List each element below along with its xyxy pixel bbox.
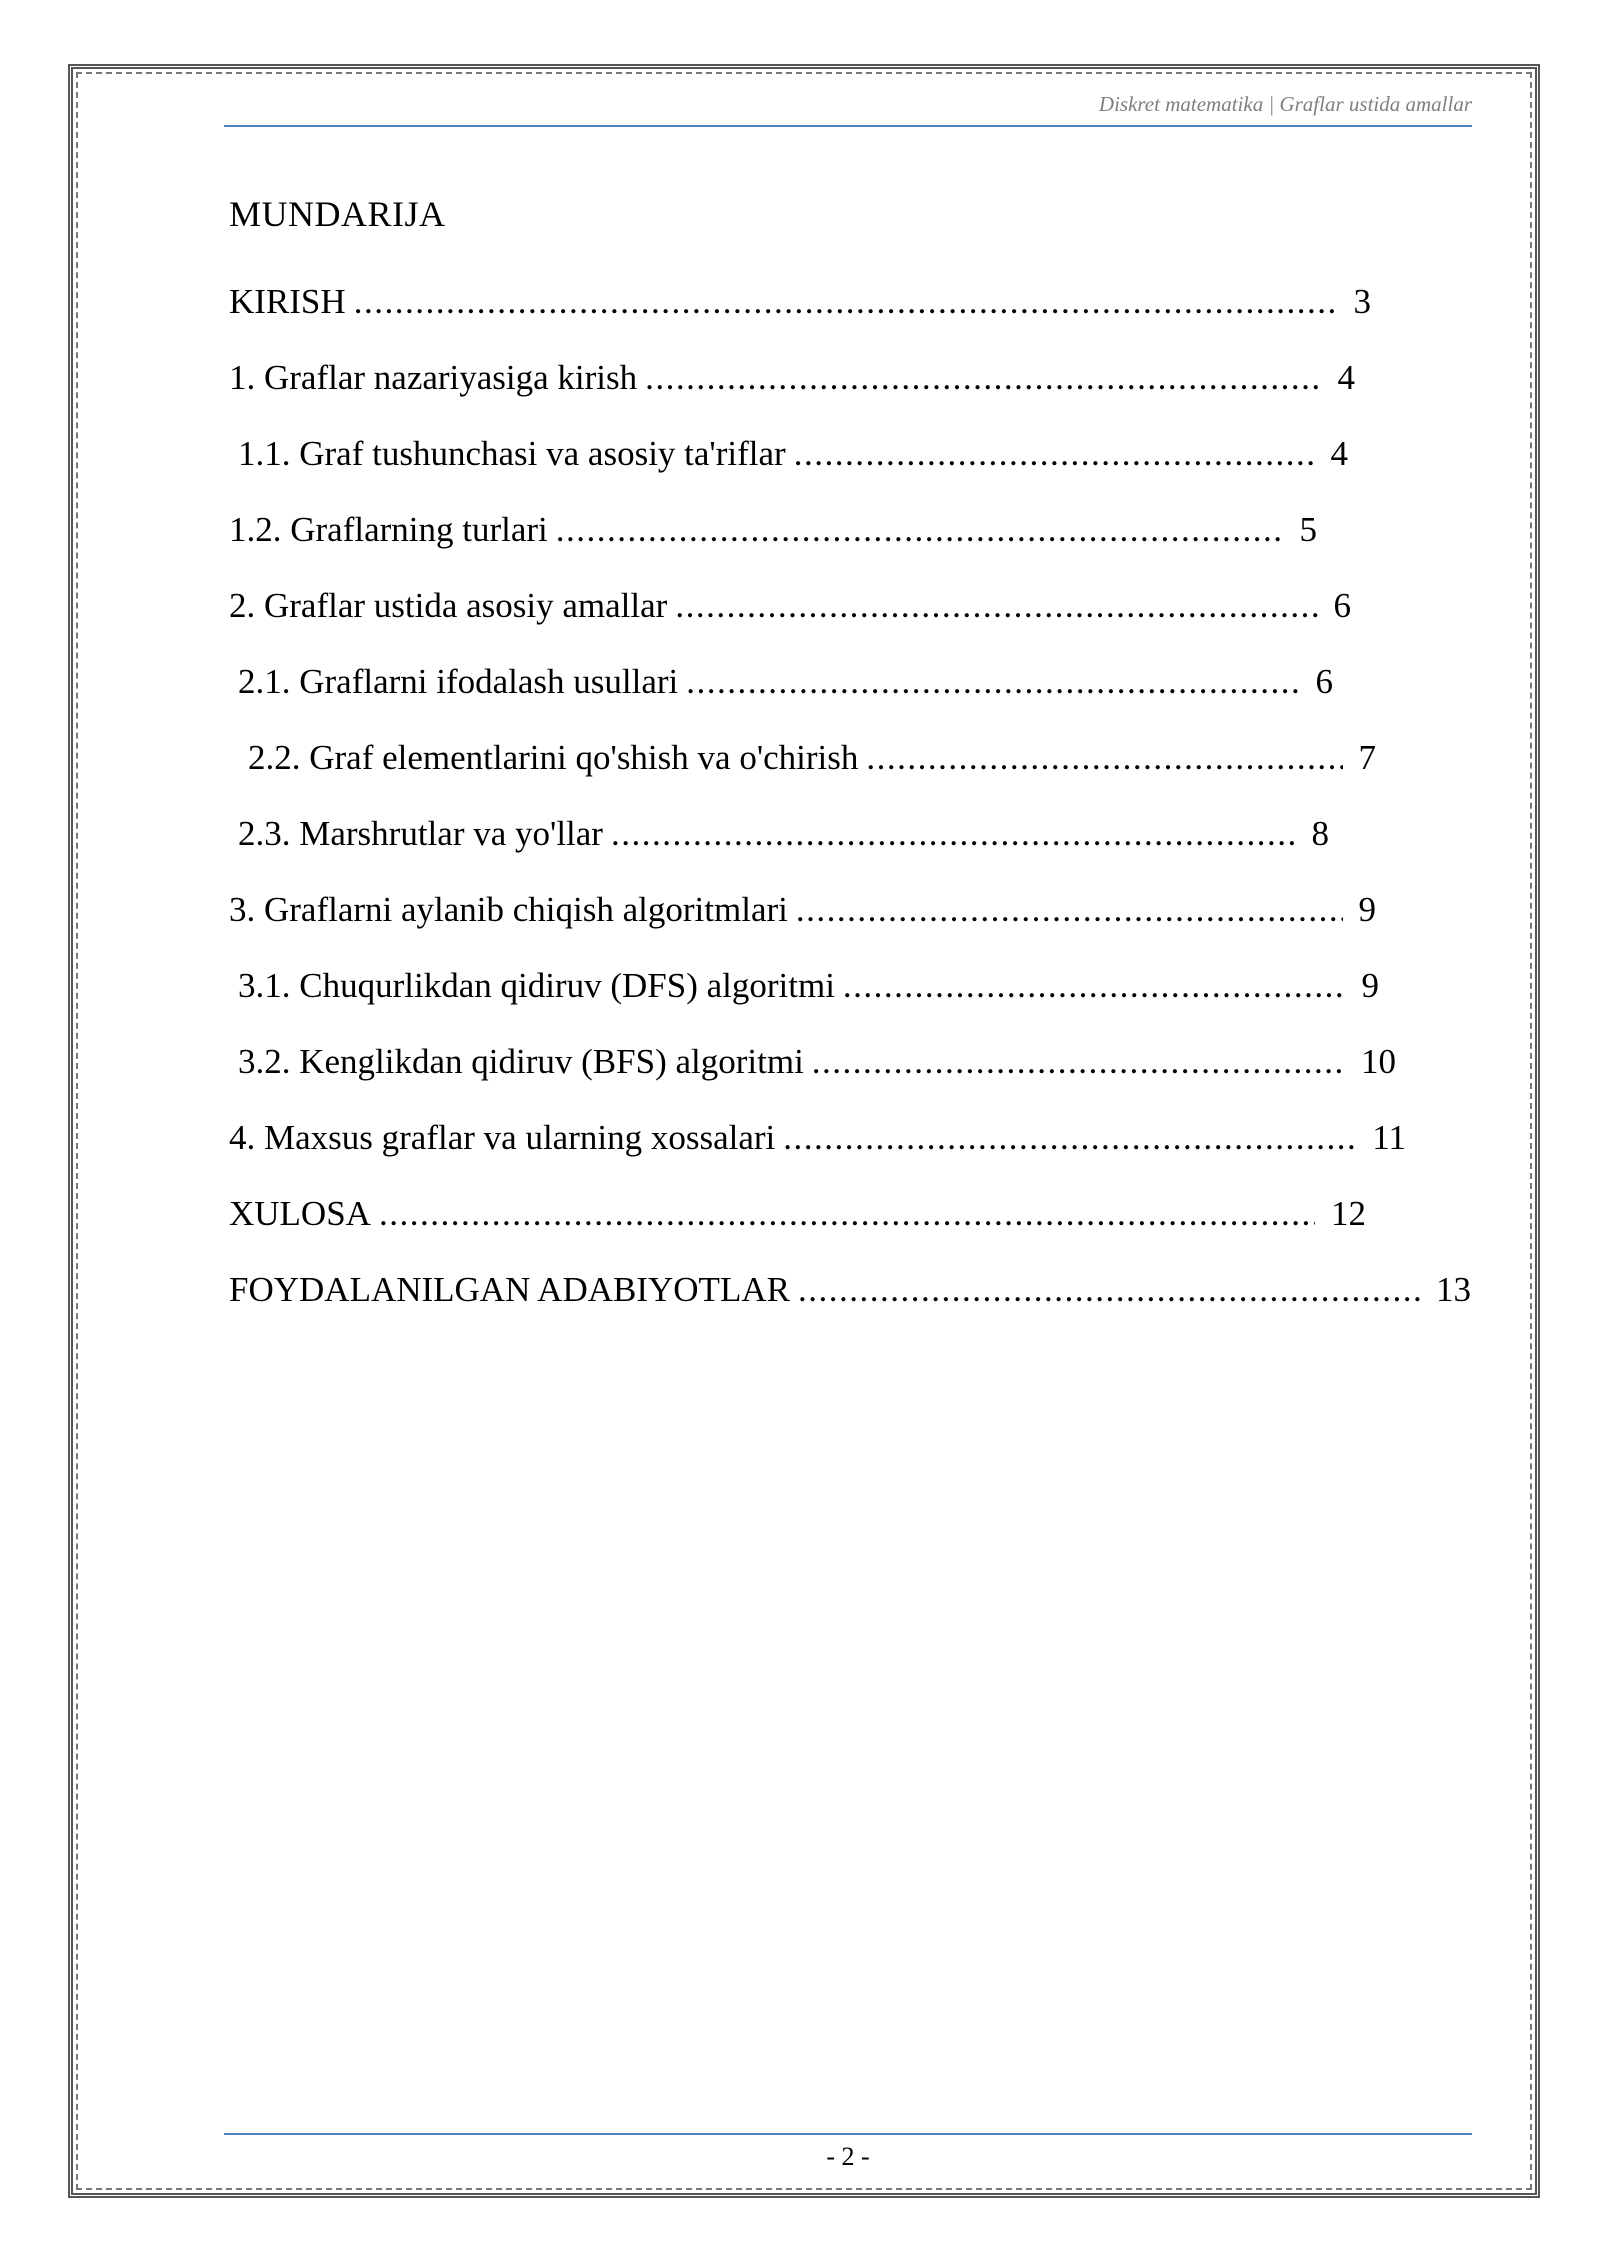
toc-entry-page: 3	[1353, 282, 1371, 321]
toc-entry-page: 11	[1372, 1118, 1406, 1157]
toc-entry-label: 1.2. Graflarning turlari	[229, 510, 548, 549]
toc-entry-label: XULOSA	[229, 1194, 371, 1233]
toc-entry-label: 3.1. Chuqurlikdan qidiruv (DFS) algoritmi	[238, 966, 835, 1005]
dot-leader	[812, 1042, 1345, 1082]
dot-leader	[645, 358, 1321, 398]
toc-entry-adabiyotlar[interactable]	[229, 1270, 1471, 1314]
dot-leader	[611, 814, 1296, 854]
toc-entry-page: 9	[1358, 890, 1376, 929]
toc-entry-4[interactable]	[229, 1118, 1406, 1162]
dot-leader	[798, 1270, 1420, 1310]
toc-entry-page: 7	[1358, 738, 1376, 777]
dot-leader	[556, 510, 1284, 550]
toc-entry-label: 3. Graflarni aylanib chiqish algoritmlari	[229, 890, 788, 929]
toc-entry-label: 1.1. Graf tushunchasi va asosiy ta'riflar	[238, 434, 786, 473]
dot-leader	[796, 890, 1343, 930]
toc-entry-1-1[interactable]	[238, 434, 1348, 478]
toc-entry-2[interactable]	[229, 586, 1351, 630]
toc-entry-1-2[interactable]	[229, 510, 1317, 554]
running-header: Diskret matematika | Graflar ustida amallar	[1098, 92, 1472, 116]
page-number: - 2 -	[826, 2142, 870, 2171]
dot-leader	[354, 282, 1338, 322]
toc-entry-page: 10	[1361, 1042, 1396, 1081]
dot-leader	[379, 1194, 1315, 1234]
toc-entry-label: KIRISH	[229, 282, 346, 321]
toc-entry-label: 2.1. Graflarni ifodalash usullari	[238, 662, 679, 701]
dot-leader	[675, 586, 1317, 626]
dot-leader	[686, 662, 1299, 702]
dot-leader	[843, 966, 1346, 1006]
toc-entry-2-1[interactable]	[238, 662, 1333, 706]
dot-leader	[866, 738, 1342, 778]
toc-entry-label: 4. Maxsus graflar va ularning xossalari	[229, 1118, 776, 1157]
dot-leader	[794, 434, 1315, 474]
toc-entry-label: 2.3. Marshrutlar va yo'llar	[238, 814, 603, 853]
toc-entry-page: 12	[1331, 1194, 1366, 1233]
toc-entry-page: 4	[1330, 434, 1348, 473]
toc-entry-page: 13	[1436, 1270, 1471, 1309]
toc-entry-1[interactable]	[229, 358, 1355, 402]
toc-entry-label: 3.2. Kenglikdan qidiruv (BFS) algoritmi	[238, 1042, 804, 1081]
toc-entry-label: FOYDALANILGAN ADABIYOTLAR	[229, 1270, 790, 1309]
toc-entry-2-3[interactable]	[238, 814, 1329, 858]
toc-title: MUNDARIJA	[229, 194, 446, 234]
footer-rule	[224, 2133, 1472, 2135]
toc-entry-kirish[interactable]	[229, 282, 1371, 326]
toc-entry-page: 5	[1299, 510, 1317, 549]
toc-entry-label: 2.2. Graf elementlarini qo'shish va o'chirish	[248, 738, 859, 777]
toc-entry-xulosa[interactable]	[229, 1194, 1366, 1238]
toc-entry-3-2[interactable]	[238, 1042, 1396, 1086]
toc-entry-3[interactable]	[229, 890, 1376, 934]
toc-entry-label: 2. Graflar ustida asosiy amallar	[229, 586, 668, 625]
toc-entry-page: 4	[1337, 358, 1355, 397]
toc-entry-page: 9	[1361, 966, 1379, 1005]
dot-leader	[783, 1118, 1356, 1158]
toc-entry-label: 1. Graflar nazariyasiga kirish	[229, 358, 638, 397]
toc-entry-page: 8	[1311, 814, 1329, 853]
toc-entry-page: 6	[1333, 586, 1351, 625]
toc-entry-2-2[interactable]	[248, 738, 1376, 782]
toc-entry-3-1[interactable]	[238, 966, 1379, 1010]
toc-entry-page: 6	[1315, 662, 1333, 701]
